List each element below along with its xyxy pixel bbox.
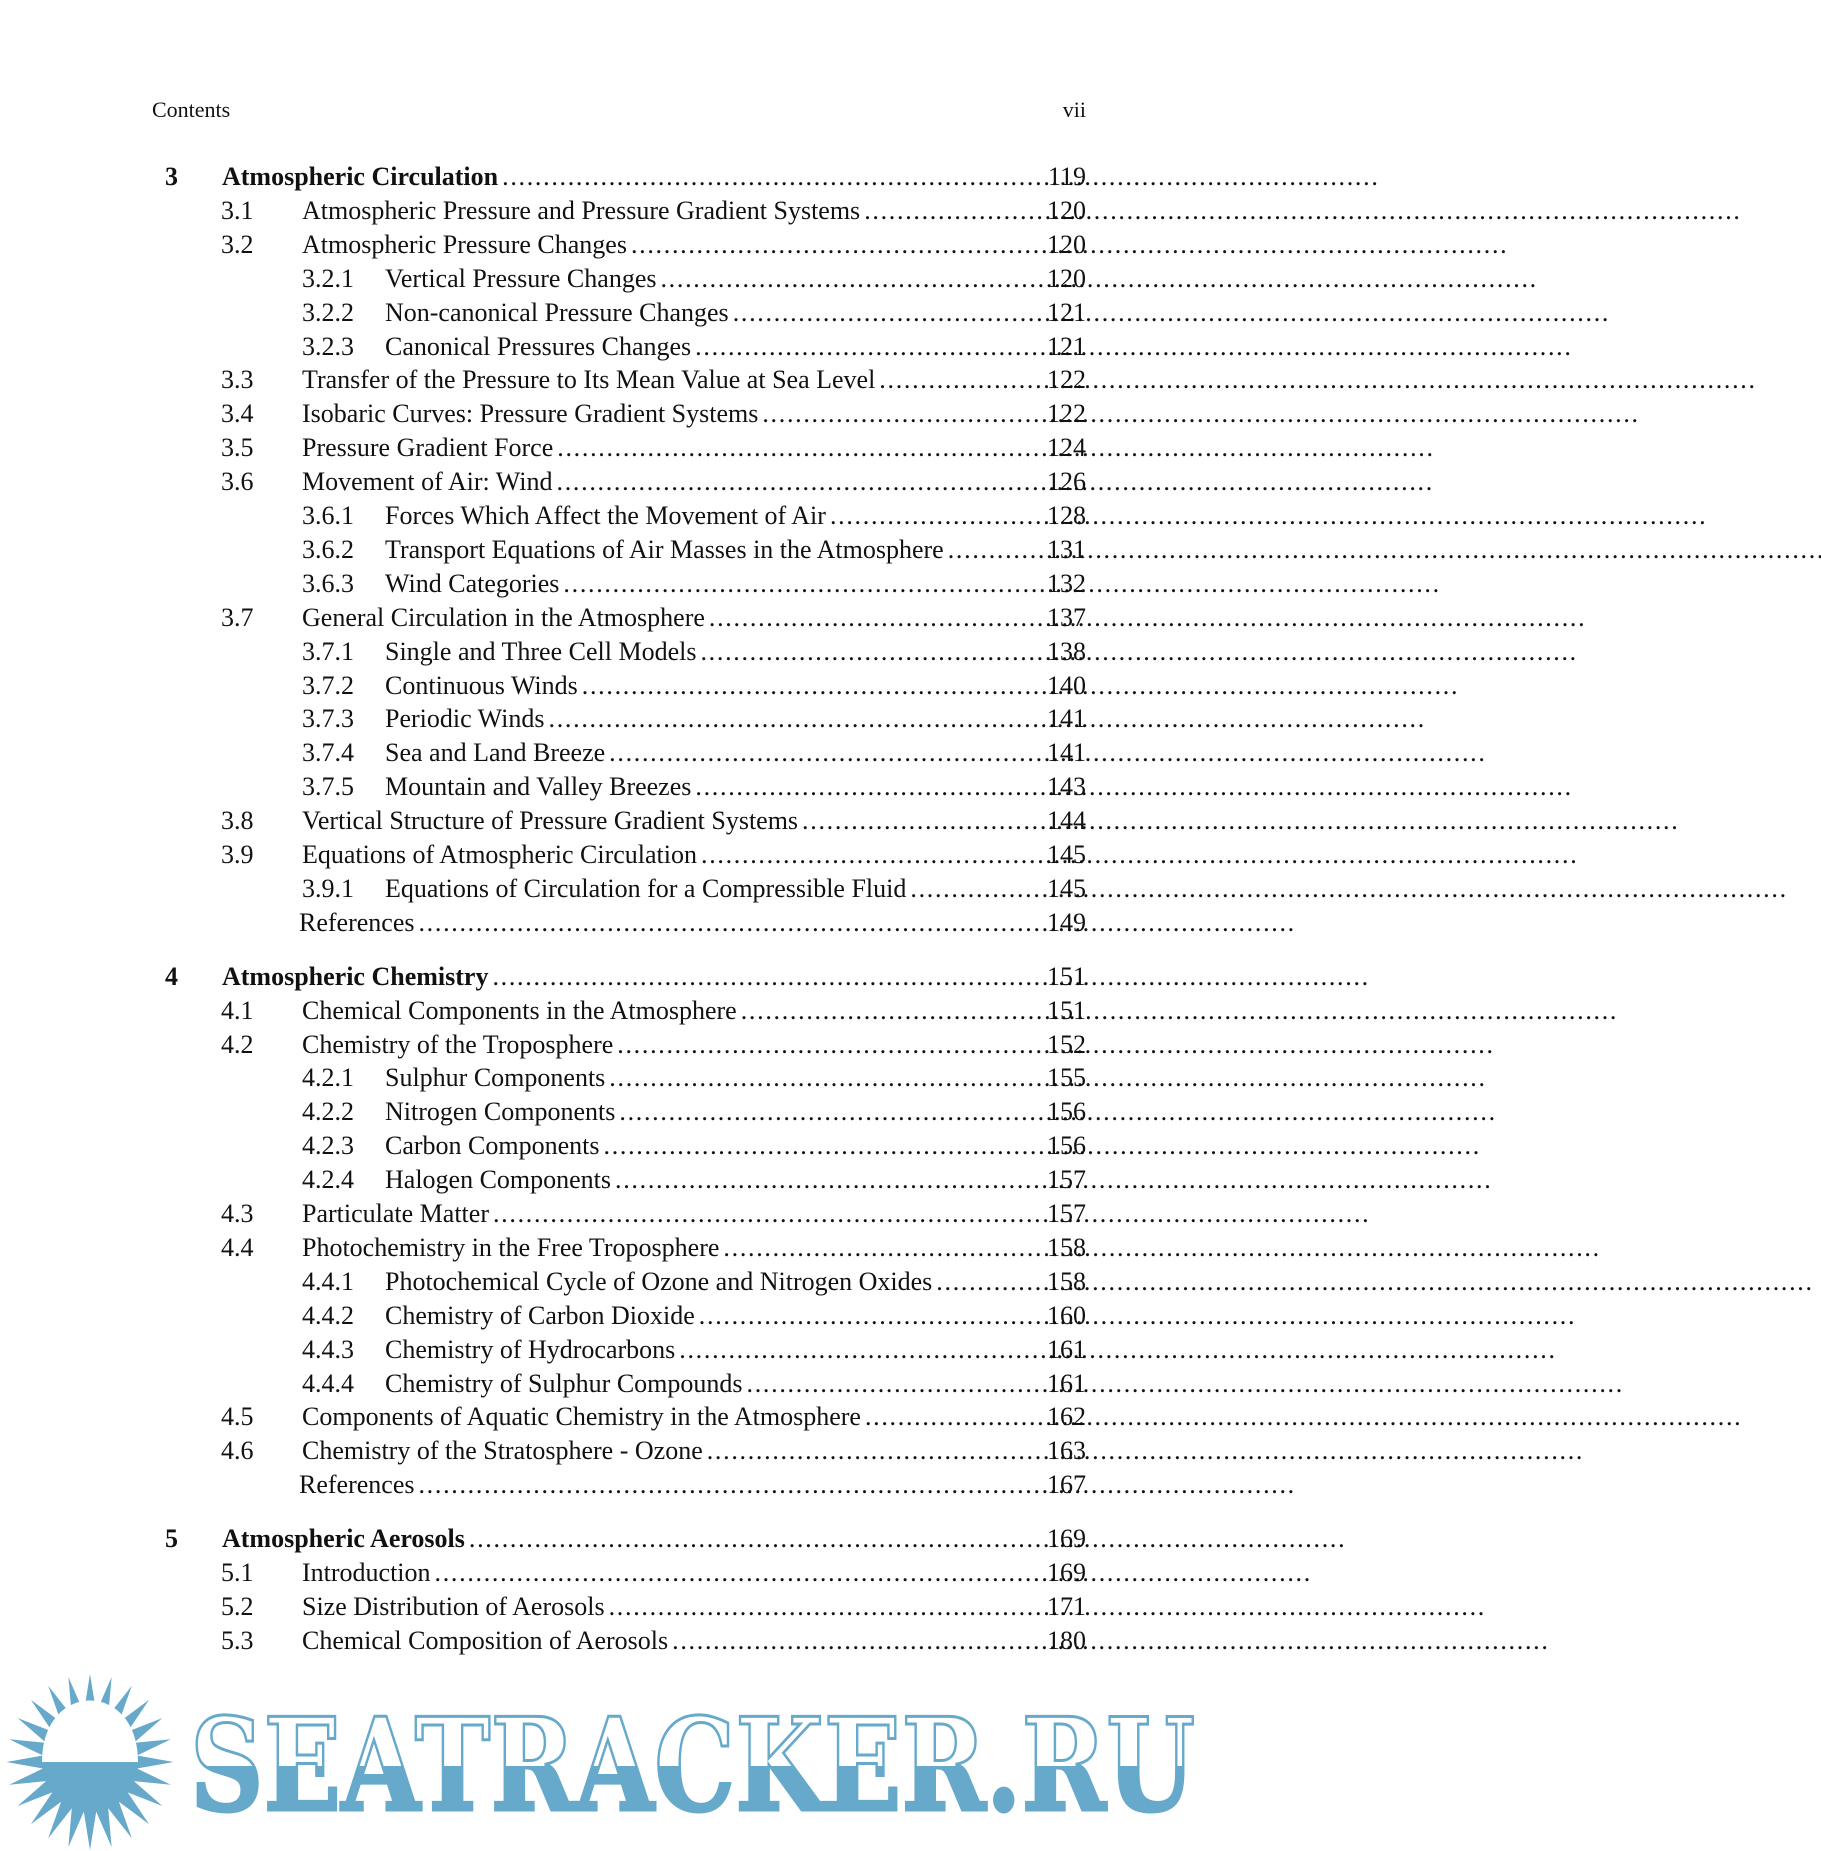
toc-entry[interactable] [0, 1556, 1221, 1590]
entry-number: 3.2.2 [302, 297, 354, 327]
entry-title: Canonical Pressures Changes [385, 331, 692, 361]
entry-page: 158 [1047, 1266, 1086, 1296]
entry-number: 3.7.3 [302, 704, 354, 734]
entry-number: 5.2 [221, 1591, 254, 1621]
dot-leader [697, 838, 1574, 872]
entry-number: 3.8 [221, 806, 254, 836]
entry-title: Size Distribution of Aerosols [302, 1591, 605, 1621]
entry-title-wrap [302, 194, 1017, 228]
entry-title: Pressure Gradient Force [302, 433, 554, 463]
dot-leader [737, 994, 1614, 1028]
toc-entry[interactable] [0, 838, 1221, 872]
toc-entry[interactable] [0, 567, 1221, 601]
toc-entry[interactable] [0, 194, 1221, 228]
entry-title-wrap [385, 1333, 1017, 1367]
entry-title-wrap [302, 363, 1017, 397]
entry-title: Sea and Land Breeze [385, 738, 606, 768]
dot-leader [675, 1333, 1552, 1367]
toc-entry[interactable] [0, 1231, 1221, 1265]
entry-number: 3.9.1 [302, 873, 354, 903]
entry-title-wrap [222, 960, 1017, 994]
entry-page: 163 [1047, 1436, 1086, 1466]
entry-title-wrap [385, 1061, 1017, 1095]
toc-entry[interactable] [0, 1197, 1221, 1231]
entry-page: 141 [1047, 738, 1086, 768]
toc-entry[interactable] [0, 465, 1221, 499]
entry-title-wrap [385, 1095, 1017, 1129]
dot-leader [431, 1556, 1308, 1590]
entry-title-wrap [302, 1197, 1017, 1231]
entry-number: 3.2.1 [302, 263, 354, 293]
entry-page: 120 [1047, 263, 1086, 293]
dot-leader [414, 906, 1291, 940]
dot-leader [668, 1624, 1545, 1658]
entry-title: Chemistry of the Stratosphere - Ozone [302, 1436, 703, 1466]
toc-entry[interactable] [0, 1265, 1221, 1299]
toc-entry[interactable] [0, 994, 1221, 1028]
entry-number: 4.4.1 [302, 1266, 354, 1296]
entry-title-wrap [302, 994, 1017, 1028]
entry-page: 140 [1047, 670, 1086, 700]
dot-leader [498, 160, 1375, 194]
dot-leader [860, 194, 1737, 228]
entry-title: Vertical Structure of Pressure Gradient Systems [302, 806, 799, 836]
sun-icon [6, 1674, 173, 1850]
entry-page: 137 [1047, 602, 1086, 632]
entry-number: 3.7.5 [302, 772, 354, 802]
dot-leader [465, 1522, 1342, 1556]
toc-entry[interactable] [0, 1400, 1221, 1434]
toc-references-entry[interactable] [0, 906, 1221, 940]
dot-leader [826, 499, 1703, 533]
entry-page: 124 [1047, 433, 1086, 463]
entry-title: Nitrogen Components [385, 1097, 616, 1127]
entry-number: 4.5 [221, 1402, 254, 1432]
entry-title: Photochemical Cycle of Ozone and Nitrogen Oxides [385, 1266, 933, 1296]
entry-number: 4.2.3 [302, 1131, 354, 1161]
entry-page: 156 [1047, 1097, 1086, 1127]
toc-entry[interactable] [0, 363, 1221, 397]
entry-page: 143 [1047, 772, 1086, 802]
dot-leader [703, 1434, 1580, 1468]
entry-number: 4.2.4 [302, 1165, 354, 1195]
entry-number: 5.3 [221, 1625, 254, 1655]
entry-page: 158 [1047, 1232, 1086, 1262]
entry-number: 4.4.4 [302, 1368, 354, 1398]
entry-title-wrap [302, 465, 1017, 499]
dot-leader [605, 1590, 1482, 1624]
entry-number: 3.7 [221, 602, 254, 632]
entry-number: 3.2.3 [302, 331, 354, 361]
entry-page: 155 [1047, 1063, 1086, 1093]
entry-title-wrap [302, 1590, 1017, 1624]
entry-number: 4.4.2 [302, 1300, 354, 1330]
entry-number: 5 [165, 1524, 178, 1554]
entry-title-wrap [385, 736, 1017, 770]
entry-page: 120 [1047, 195, 1086, 225]
toc-entry[interactable] [0, 1590, 1221, 1624]
toc-entry[interactable] [0, 702, 1221, 736]
toc-references-entry[interactable] [0, 1468, 1221, 1502]
dot-leader [414, 1468, 1291, 1502]
toc-entry[interactable] [0, 1299, 1221, 1333]
entry-page: 119 [1047, 162, 1086, 191]
entry-title-wrap [385, 262, 1017, 296]
entry-title-wrap [385, 1299, 1017, 1333]
entry-number: 4.2.2 [302, 1097, 354, 1127]
dot-leader [695, 1299, 1572, 1333]
entry-title: Halogen Components [385, 1165, 612, 1195]
entry-title: Atmospheric Circulation [222, 162, 499, 191]
entry-page: 162 [1047, 1402, 1086, 1432]
entry-page: 160 [1047, 1300, 1086, 1330]
entry-title: Chemistry of Carbon Dioxide [385, 1300, 695, 1330]
dot-leader [553, 465, 1430, 499]
toc-chapter-entry[interactable] [0, 1522, 1221, 1556]
entry-title: Movement of Air: Wind [302, 467, 553, 497]
toc-chapter-entry[interactable] [0, 160, 1221, 194]
entry-page: 169 [1047, 1524, 1086, 1554]
entry-title-wrap [302, 1556, 1017, 1590]
dot-leader [719, 1231, 1596, 1265]
entry-title: Isobaric Curves: Pressure Gradient Systems [302, 399, 759, 429]
entry-page: 145 [1047, 873, 1086, 903]
entry-title: Chemistry of Sulphur Compounds [385, 1368, 743, 1398]
watermark-logo [0, 1680, 1221, 1851]
dot-leader [489, 1197, 1366, 1231]
entry-title: Introduction [302, 1558, 431, 1587]
toc-entry[interactable] [0, 1163, 1221, 1197]
dot-leader [605, 1061, 1482, 1095]
entry-number: 3.2 [221, 229, 254, 259]
toc-entry[interactable] [0, 1434, 1221, 1468]
dot-leader [691, 770, 1568, 804]
toc-entry[interactable] [0, 1129, 1221, 1163]
entry-number: 5.1 [221, 1558, 254, 1587]
entry-number: 3.6.1 [302, 501, 354, 530]
page-number: vii [1062, 97, 1086, 122]
entry-page: 161 [1047, 1334, 1086, 1364]
entry-page: 126 [1047, 467, 1086, 497]
entry-title-wrap [385, 330, 1017, 364]
entry-page: 167 [1047, 1470, 1086, 1500]
entry-page: 120 [1047, 229, 1086, 259]
entry-number: 4.6 [221, 1436, 254, 1466]
entry-title-wrap [385, 872, 1017, 906]
entry-page: 169 [1047, 1558, 1086, 1587]
entry-title: Particulate Matter [302, 1199, 489, 1228]
entry-title-wrap [385, 635, 1017, 669]
entry-title: Periodic Winds [385, 704, 545, 734]
toc-entry[interactable] [0, 499, 1221, 533]
entry-title-wrap [222, 160, 1017, 194]
entry-number: 3.9 [221, 840, 254, 869]
toc-chapter-entry[interactable] [0, 960, 1221, 994]
entry-title-wrap [302, 1434, 1017, 1468]
watermark-text: SEATRACKER.RU [190, 1691, 1195, 1841]
entry-title: Wind Categories [385, 568, 560, 598]
toc-entry[interactable] [0, 601, 1221, 635]
entry-number: 3.7.2 [302, 670, 354, 700]
entry-title: Single and Three Cell Models [385, 636, 697, 666]
entry-title-wrap [385, 567, 1017, 601]
entry-title: Atmospheric Chemistry [222, 961, 489, 991]
entry-number: 4.4.3 [302, 1334, 354, 1364]
entry-title: Components of Aquatic Chemistry in the Atmosphere [302, 1402, 861, 1432]
entry-number: 4.3 [221, 1199, 254, 1228]
entry-title-wrap [385, 669, 1017, 703]
entry-number: 3.1 [221, 195, 254, 225]
dot-leader [545, 702, 1422, 736]
entry-number: 3.3 [221, 365, 254, 395]
dot-leader [729, 296, 1606, 330]
dot-leader [656, 262, 1533, 296]
toc-entry[interactable] [0, 872, 1221, 906]
running-header-title: Contents [152, 97, 231, 122]
entry-page: 144 [1047, 806, 1086, 836]
entry-title: Chemistry of the Troposphere [302, 1029, 614, 1059]
entry-page: 180 [1047, 1625, 1086, 1655]
toc-entry[interactable] [0, 635, 1221, 669]
entry-page: 157 [1047, 1199, 1086, 1228]
toc-entry[interactable] [0, 431, 1221, 465]
toc-entry[interactable] [0, 1028, 1221, 1062]
toc-entry[interactable] [0, 736, 1221, 770]
dot-leader [798, 804, 1675, 838]
entry-title: Sulphur Components [385, 1063, 606, 1093]
entry-page: 151 [1047, 995, 1086, 1025]
entry-title-wrap [302, 804, 1017, 838]
entry-title-wrap [302, 1624, 1017, 1658]
entry-title: Photochemistry in the Free Troposphere [302, 1232, 720, 1262]
entry-page: 149 [1047, 907, 1086, 937]
entry-title-wrap [302, 228, 1017, 262]
entry-page: 145 [1047, 840, 1086, 869]
entry-page: 141 [1047, 704, 1086, 734]
dot-leader [559, 567, 1436, 601]
entry-title: Carbon Components [385, 1131, 600, 1161]
entry-page: 122 [1047, 365, 1086, 395]
toc-entry[interactable] [0, 228, 1221, 262]
entry-title-wrap [302, 1231, 1017, 1265]
entry-title-wrap [302, 397, 1017, 431]
dot-leader [861, 1400, 1738, 1434]
entry-title-wrap [222, 1522, 1017, 1556]
toc-entry[interactable] [0, 262, 1221, 296]
toc-entry[interactable] [0, 296, 1221, 330]
entry-title-wrap [385, 1129, 1017, 1163]
toc-entry[interactable] [0, 770, 1221, 804]
entry-title: Atmospheric Aerosols [222, 1524, 465, 1554]
entry-title-wrap [385, 1265, 1017, 1299]
dot-leader [758, 397, 1635, 431]
entry-page: 121 [1047, 331, 1086, 361]
entry-page: 151 [1047, 961, 1086, 991]
entry-title: References [299, 907, 415, 937]
entry-title: Chemical Components in the Atmosphere [302, 995, 737, 1025]
dot-leader [600, 1129, 1477, 1163]
entry-title: Continuous Winds [385, 670, 578, 700]
entry-page: 156 [1047, 1131, 1086, 1161]
entry-title: Chemical Composition of Aerosols [302, 1625, 669, 1655]
entry-page: 138 [1047, 636, 1086, 666]
entry-title: Transport Equations of Air Masses in the Atmosphere [385, 534, 944, 564]
entry-title-wrap [302, 431, 1017, 465]
entry-number: 3.4 [221, 399, 254, 429]
entry-number: 4.2.1 [302, 1063, 354, 1093]
dot-leader [906, 872, 1783, 906]
entry-number: 3.6.2 [302, 534, 354, 564]
toc-entry[interactable] [0, 804, 1221, 838]
entry-title-wrap [385, 499, 1017, 533]
entry-number: 3.5 [221, 433, 254, 463]
entry-title-wrap [299, 906, 1017, 940]
entry-title: Mountain and Valley Breezes [385, 772, 692, 802]
entry-title-wrap [385, 702, 1017, 736]
entry-number: 4 [165, 961, 178, 991]
entry-title: Transfer of the Pressure to Its Mean Value at Sea Level [302, 365, 876, 395]
toc-entry[interactable] [0, 1061, 1221, 1095]
dot-leader [875, 363, 1752, 397]
entry-title-wrap [385, 1163, 1017, 1197]
toc-entry[interactable] [0, 1367, 1221, 1401]
dot-leader [743, 1367, 1620, 1401]
entry-page: 121 [1047, 297, 1086, 327]
entry-title: Atmospheric Pressure and Pressure Gradient Systems [302, 195, 861, 225]
entry-title-wrap [302, 838, 1017, 872]
toc-entry[interactable] [0, 533, 1221, 567]
entry-title: Non-canonical Pressure Changes [385, 297, 729, 327]
entry-page: 122 [1047, 399, 1086, 429]
entry-page: 131 [1047, 534, 1086, 564]
entry-title-wrap [385, 1367, 1017, 1401]
entry-number: 3.7.4 [302, 738, 354, 768]
toc-entry[interactable] [0, 1624, 1221, 1658]
entry-title-wrap [385, 533, 1017, 567]
entry-title: Equations of Circulation for a Compressible Fluid [385, 873, 907, 903]
toc-entry[interactable] [0, 1095, 1221, 1129]
toc-entry[interactable] [0, 669, 1221, 703]
entry-number: 4.2 [221, 1029, 254, 1059]
entry-number: 3 [165, 162, 178, 191]
entry-number: 4.1 [221, 995, 254, 1025]
dot-leader [488, 960, 1365, 994]
entry-page: 128 [1047, 501, 1086, 530]
dot-leader [605, 736, 1482, 770]
entry-title-wrap [385, 770, 1017, 804]
entry-number: 3.7.1 [302, 636, 354, 666]
entry-title-wrap [299, 1468, 1017, 1502]
toc-entry[interactable] [0, 1333, 1221, 1367]
entry-page: 157 [1047, 1165, 1086, 1195]
toc-entry[interactable] [0, 330, 1221, 364]
toc-entry[interactable] [0, 397, 1221, 431]
entry-title-wrap [302, 601, 1017, 635]
entry-page: 132 [1047, 568, 1086, 598]
dot-leader [578, 669, 1455, 703]
entry-title-wrap [385, 296, 1017, 330]
entry-title-wrap [302, 1400, 1017, 1434]
entry-title: Forces Which Affect the Movement of Air [385, 501, 826, 530]
entry-title: Chemistry of Hydrocarbons [385, 1334, 676, 1364]
entry-number: 4.4 [221, 1232, 254, 1262]
dot-leader [691, 330, 1568, 364]
entry-title: References [299, 1470, 415, 1500]
dot-leader [553, 431, 1430, 465]
dot-leader [696, 635, 1573, 669]
entry-page: 161 [1047, 1368, 1086, 1398]
entry-title: Equations of Atmospheric Circulation [302, 840, 697, 869]
entry-page: 171 [1047, 1591, 1086, 1621]
entry-number: 3.6 [221, 467, 254, 497]
entry-title: Atmospheric Pressure Changes [302, 229, 627, 259]
entry-page: 152 [1047, 1029, 1086, 1059]
entry-number: 3.6.3 [302, 568, 354, 598]
dot-leader [705, 601, 1582, 635]
entry-title: General Circulation in the Atmosphere [302, 602, 705, 632]
entry-title-wrap [302, 1028, 1017, 1062]
entry-title: Vertical Pressure Changes [385, 263, 657, 293]
